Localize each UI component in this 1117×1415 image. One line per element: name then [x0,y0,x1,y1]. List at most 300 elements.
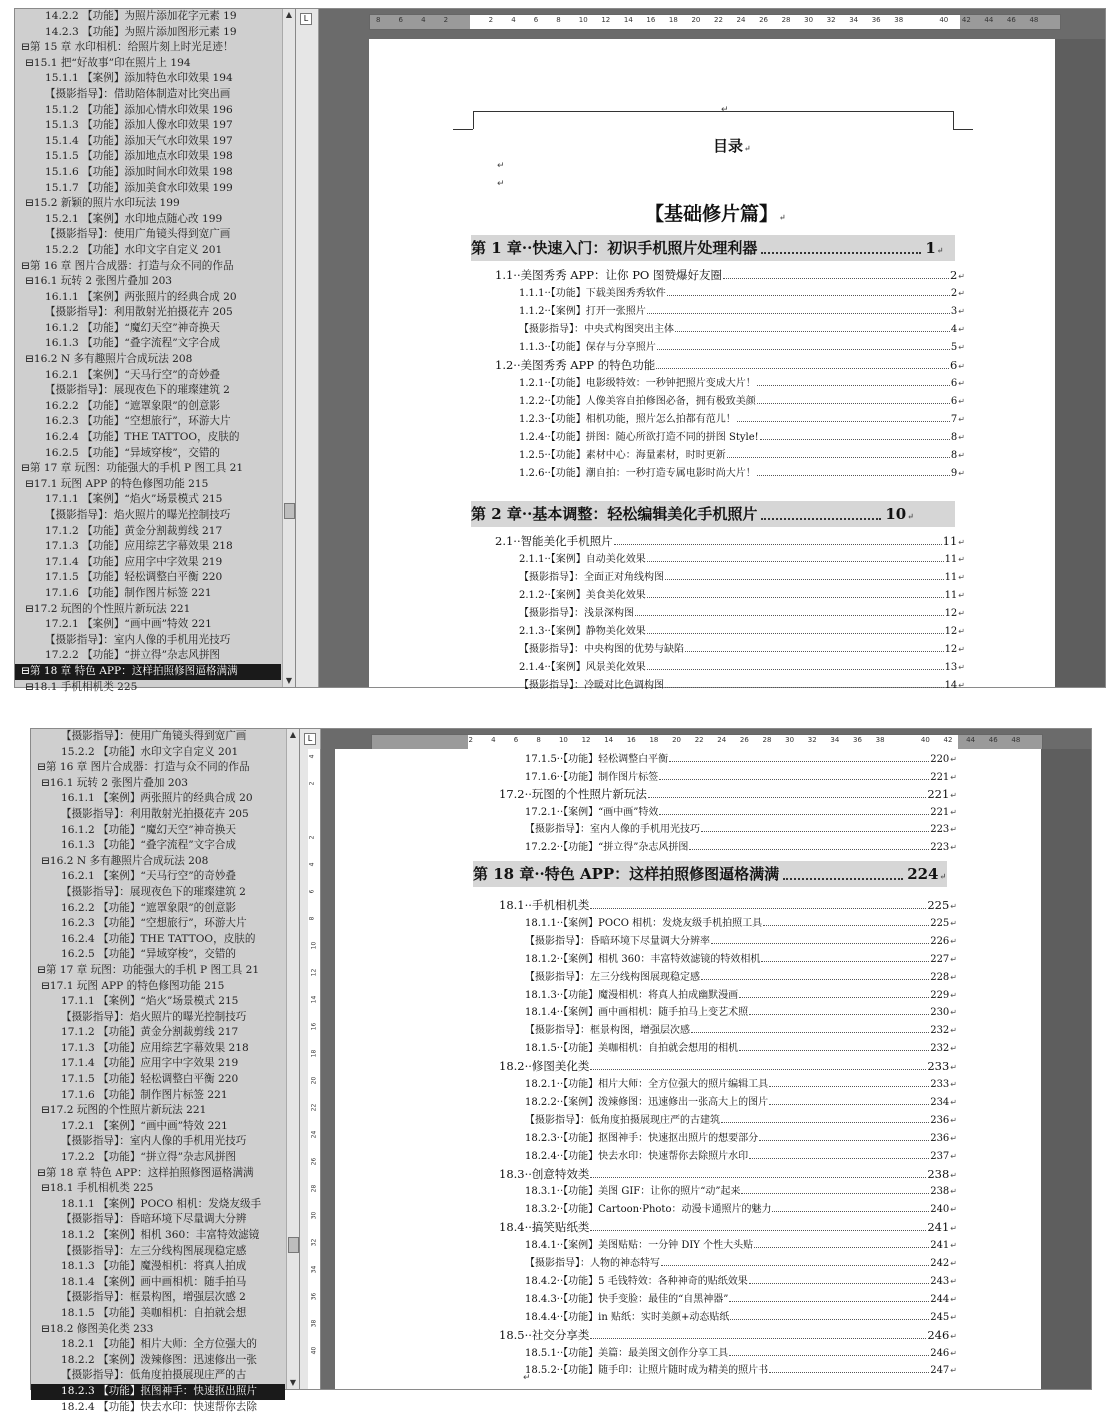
toc-entry-title: 1.2.1··【功能】电影级特效：一秒钟把照片变成大片！ [519,378,756,389]
nav-heading-item[interactable]: 16.2.2 【功能】“遮罩象限”的创意影 [61,901,237,914]
toc-entry-title: 1.1.1··【功能】下载美图秀秀软件 [519,288,666,299]
nav-heading-item[interactable]: 18.2.3 【功能】抠图神手：快速抠出照片 [31,1384,285,1400]
paragraph-mark: ↵ [950,1008,957,1018]
toc-entry-title: 18.2··修图美化类 [499,1059,590,1074]
toc-entry[interactable] [499,1219,957,1235]
toc-entry[interactable] [525,821,957,837]
nav-heading-item[interactable]: 16.2.3 【功能】“空想旅行”，环游大片 [61,917,247,930]
nav-heading-item[interactable]: 16.2.1 【案例】“天马行空”的奇妙叠 [61,870,237,883]
nav-heading-item[interactable]: 18.2.2 【案例】泼辣修图：迅速修出一张 [61,1353,257,1366]
toc-page-number: 240 [930,1204,950,1216]
dot-leader [590,898,926,909]
ruler-tick-label: 8 [536,736,541,744]
vertical-ruler-tick-label: 8 [308,916,316,921]
scroll-thumb[interactable] [288,1237,299,1253]
dot-leader [749,1273,929,1284]
toc-entry[interactable] [519,551,965,567]
toc-entry-title: 18.2.2··【案例】泼辣修图：迅速修出一张高大上的图片 [525,1096,769,1108]
nav-heading-item[interactable]: 15.2.2 【功能】水印文字自定义 201 [45,243,223,256]
paragraph-mark: ↵ [950,1151,957,1161]
nav-heading-item[interactable]: 17.1.3 【功能】应用综艺字幕效果 218 [61,1041,249,1054]
paragraph-mark: ↵ [950,1044,957,1054]
ruler-tick-label: 26 [759,16,768,24]
heading-tree[interactable] [31,729,285,1415]
nav-heading-item[interactable]: ⊟第 16 章 图片合成器：打造与众不同的作品 [37,761,250,774]
nav-heading-item[interactable]: ⊟16.1 玩转 2 张图片叠加 203 [41,776,189,789]
toc-entry[interactable] [525,1004,957,1020]
nav-heading-item[interactable]: 16.1.1 【案例】两张照片的经典合成 20 [61,792,253,805]
vertical-ruler-tick-label: 36 [310,1292,318,1301]
dot-leader [665,677,944,688]
toc-entry[interactable] [495,357,965,373]
toc-entry-title: 1.2.2··【功能】人像美容自拍修图必备，拥有极致美颜 [519,396,756,407]
toc-entry-title: 【摄影指导】：全面正对角线构图 [519,572,664,583]
nav-heading-item[interactable]: 【摄影指导】：框景构图，增强层次感 2 [61,1291,246,1304]
toc-entry-title: 18.1··手机相机类 [499,898,590,912]
toc-entry[interactable] [525,987,957,1003]
nav-scrollbar[interactable] [282,9,295,687]
nav-heading-item[interactable]: 15.1.5 【功能】添加地点水印效果 198 [45,150,233,163]
nav-heading-item[interactable]: 15.1.6 【功能】添加时间水印效果 198 [45,165,233,178]
dot-leader [739,987,929,998]
nav-heading-item[interactable]: 16.2.5 【功能】“异域穿梭”，交错的 [61,948,237,961]
horizontal-ruler[interactable] [371,734,1043,750]
ruler-tick-label: 46 [1006,16,1016,24]
nav-heading-item[interactable]: ⊟第 18 章 特色 APP：这样拍照修图逼格满满 [37,1166,254,1179]
nav-heading-item[interactable]: 【摄影指导】：室内人像的手机用光技巧 [61,1135,247,1148]
paragraph-mark: ↵ [950,1115,957,1125]
toc-entry[interactable] [519,623,965,639]
toc-entry[interactable] [519,659,965,675]
paragraph-mark: ↵ [958,627,965,636]
dot-leader [730,1309,929,1320]
toc-entry[interactable] [519,411,965,427]
scroll-thumb[interactable] [284,503,295,519]
ruler-tick-label: 22 [714,16,723,24]
vertical-ruler-tick-label: 4 [308,754,316,759]
ruler-tick-label: 34 [849,16,859,24]
nav-heading-item[interactable]: 16.1.2 【功能】“魔幻天空”神奇换天 [61,823,237,836]
toc-entry-title: 18.5··社交分享类 [499,1327,590,1342]
toc-entry[interactable] [525,839,957,855]
nav-heading-item[interactable]: 【摄影指导】：利用散射光拍摄花卉 205 [61,807,249,820]
toc-entry[interactable] [525,969,957,985]
nav-heading-item[interactable]: 17.1.3 【功能】应用综艺字幕效果 218 [45,540,233,553]
nav-heading-item[interactable]: 16.1.2 【功能】“魔幻天空”神奇换天 [45,321,221,334]
ruler-tick-label: 4 [421,16,426,24]
nav-heading-item[interactable]: 【摄影指导】：展现夜色下的璀璨建筑 2 [45,384,230,397]
toc-entry[interactable] [525,1183,957,1199]
paragraph-mark: ↵ [950,1205,957,1215]
ruler-tick-label: 10 [558,736,568,744]
toc-page-number: 8 [950,450,958,461]
toc-entry[interactable] [525,915,957,931]
toc-entry[interactable] [519,447,965,463]
ruler-tick-label: 44 [966,736,976,744]
toc-entry[interactable] [525,1148,957,1164]
paragraph-mark: ↵ [950,990,957,1000]
nav-heading-item[interactable]: 16.1.1 【案例】两张照片的经典合成 20 [45,290,237,303]
toc-page-number: 237 [930,1150,950,1162]
toc-page-number: 230 [930,1007,950,1019]
nav-scrollbar[interactable] [286,729,299,1389]
toc-page-number: 227 [930,953,950,965]
nav-heading-item[interactable]: 15.1.1 【案例】添加特色水印效果 194 [45,72,233,85]
scroll-down-arrow-icon[interactable]: ▼ [289,1378,297,1387]
dot-leader [665,569,944,580]
nav-heading-item[interactable]: 【摄影指导】：焰火照片的曝光控制技巧 [45,509,231,521]
toc-entry[interactable] [499,1058,957,1074]
paragraph-mark: ↵ [950,1312,957,1322]
nav-heading-item[interactable]: 17.1.6 【功能】制作图片标签 221 [61,1088,228,1101]
paragraph-mark: ↵ [958,645,965,654]
nav-heading-item[interactable]: 17.2.2 【功能】“拼立得”杂志风拼图 [61,1151,237,1164]
toc-entry[interactable] [525,804,957,820]
toc-page-number: 6 [950,378,958,389]
dot-leader [723,268,949,279]
header-edge-right [953,111,954,129]
toc-entry[interactable] [519,569,965,585]
toc-entry[interactable] [525,1291,957,1307]
toc-entry[interactable] [519,303,965,319]
nav-heading-item[interactable]: ⊟17.2 玩图的个性照片新玩法 221 [25,602,191,615]
toc-entry[interactable] [519,339,965,355]
paragraph-mark: ↵ [950,1170,957,1180]
dot-leader [648,787,926,798]
toc-entry[interactable] [525,1201,957,1217]
toc-entry[interactable] [519,605,965,621]
paragraph-mark: ↵ [958,555,965,564]
toc-page-number: 221 [927,787,950,802]
toc-entry[interactable] [495,533,965,549]
dot-leader [659,804,929,815]
nav-heading-item[interactable]: 17.1.2 【功能】黄金分割裁剪线 217 [45,524,223,537]
scroll-down-arrow-icon[interactable]: ▼ [285,676,293,685]
nav-heading-item[interactable]: 【摄影指导】：使用广角镜头得到宽广画 [45,228,231,241]
vertical-ruler-tick-label: 16 [310,1022,318,1031]
nav-heading-item[interactable]: ⊟18.1 手机相机类 225 [25,680,138,693]
toc-entry-title: 18.4.3··【功能】快手变脸：最佳的“自黑神器” [525,1293,729,1305]
paragraph-mark: ↵ [950,1063,957,1073]
nav-heading-item[interactable]: ⊟17.2 玩图的个性照片新玩法 221 [41,1104,207,1117]
nav-heading-item[interactable]: 17.1.1 【案例】“焰火”场景模式 215 [61,995,239,1008]
chapter-2-entry[interactable]: 第 2 章··基本调整：轻松编辑美化手机照片 10↵ [471,501,955,527]
toc-entry-title: 18.5.2··【功能】随手印：让照片随时成为精美的照片书 [525,1365,769,1377]
nav-heading-item[interactable]: 16.2.4 【功能】THE TATTOO，皮肤的 [61,932,256,945]
toc-page-number: 241 [930,1240,950,1252]
vertical-ruler-tick-label: 20 [310,1076,318,1085]
nav-heading-item[interactable]: 18.1.1 【案例】POCO 相机：发烧友级手 [61,1197,262,1210]
tab-stop-selector[interactable]: L [300,13,312,25]
toc-entry[interactable] [495,267,965,283]
header-corner-left [453,129,473,130]
toc-entry[interactable] [525,1130,957,1146]
toc-entry[interactable] [519,429,965,445]
scroll-up-arrow-icon[interactable]: ▲ [289,730,297,739]
nav-heading-item[interactable]: 18.1.4 【案例】画中画相机：随手拍马 [61,1275,247,1288]
toc-entry[interactable] [499,786,957,802]
vertical-ruler[interactable] [308,749,321,1389]
part-heading: 【基础修片篇】↵ [645,203,786,225]
paragraph-mark: ↵ [950,1294,957,1304]
toc-page-number: 232 [930,1025,950,1037]
vertical-ruler-tick-label: 10 [310,941,318,950]
ruler-tick-label: 32 [826,16,836,24]
toc-entry[interactable] [525,1345,957,1361]
nav-heading-item[interactable]: ⊟16.2 N 多有趣照片合成玩法 208 [41,854,209,867]
toc-entry[interactable] [499,1166,957,1182]
nav-heading-item[interactable]: 18.1.2 【案例】相机 360：丰富特效滤镜 [61,1229,260,1241]
toc-entry[interactable] [519,587,965,603]
header-corner-right [953,129,973,130]
dot-leader [769,1094,929,1105]
nav-heading-item[interactable]: ⊟15.2 新颖的照片水印玩法 199 [25,197,180,210]
nav-heading-item[interactable]: 【摄影指导】：借助陪体制造对比突出画 [45,87,231,100]
horizontal-ruler[interactable] [369,14,1061,30]
chapter-18-entry[interactable]: 第 18 章··特色 APP：这样拍照修图逼格满满 224↵ [473,861,947,887]
nav-heading-item[interactable]: ⊟18.1 手机相机类 225 [41,1182,154,1195]
toc-entry[interactable] [525,1094,957,1110]
vertical-ruler-tick-label: 4 [308,862,316,867]
toc-entry[interactable] [525,933,957,949]
ruler-tick-label: 42 [961,16,971,24]
paragraph-mark: ↵ [958,433,965,442]
paragraph-mark: ↵ [950,1080,957,1089]
toc-page-number: 244 [930,1293,950,1305]
paragraph-mark: ↵ [950,936,957,946]
nav-heading-item[interactable]: ⊟第 15 章 水印相机：给照片刻上时光足迹！ [21,41,234,54]
dot-leader [757,375,950,386]
toc-entry[interactable] [519,375,965,391]
nav-heading-item[interactable]: 【摄影指导】：低角度拍摄展现庄严的古 [61,1369,247,1382]
nav-heading-item[interactable]: ⊟17.1 玩图 APP 的特色修图功能 215 [41,979,225,992]
toc-entry[interactable] [499,897,957,913]
paragraph-mark: ↵ [950,825,957,835]
toc-entry[interactable] [499,1327,957,1343]
nav-heading-item[interactable]: 【摄影指导】：昏暗环境下尽量调大分辨 [61,1213,247,1226]
document-page[interactable] [369,39,1055,691]
toc-entry-title: 2.1.1··【案例】自动美化效果 [519,554,646,565]
toc-entry[interactable] [519,465,965,481]
toc-page-number: 11 [944,554,958,565]
toc-entry[interactable] [519,321,965,337]
toc-page-number: 2 [949,268,958,282]
header-line [473,111,953,112]
nav-heading-item[interactable]: 17.1.4 【功能】应用字中字效果 219 [45,555,223,568]
toc-page-number: 11 [942,534,958,548]
nav-heading-item[interactable]: ⊟第 18 章 特色 APP：这样拍照修图逼格满满 [15,664,281,680]
toc-entry-title: 18.1.4··【案例】画中画相机：随手拍马上变艺术照 [525,1007,749,1019]
toc-entry-title: 【摄影指导】：左三分线构图展现稳定感 [525,971,700,983]
scroll-up-arrow-icon[interactable]: ▲ [285,10,293,19]
toc-entry-title: 17.2··玩图的个性照片新玩法 [499,787,647,802]
nav-heading-item[interactable]: 18.2.4 【功能】快去水印：快速帮你去除 [61,1400,257,1413]
ruler-tick-label: 48 [1011,736,1021,744]
vertical-ruler-tick-label: 40 [310,1346,318,1355]
nav-heading-item[interactable]: 15.1.2 【功能】添加心情水印效果 196 [45,103,233,116]
dot-leader [754,1237,929,1248]
nav-heading-item[interactable]: ⊟第 17 章 玩图：功能强大的手机 P 图工具 21 [37,963,260,976]
nav-heading-item[interactable]: 17.2.1 【案例】“画中画”特效 221 [45,618,212,631]
toc-page-number: 12 [944,608,958,619]
paragraph-mark: ↵ [958,609,965,618]
navigation-pane[interactable] [15,9,296,693]
toc-page-number: 220 [930,754,950,765]
toc-entry-title: 18.4··搞笑贴纸类 [499,1220,590,1235]
document-page[interactable] [335,749,1041,1389]
ruler-tick-label: 2 [488,16,494,24]
nav-heading-item[interactable]: 18.1.3 【功能】魔漫相机：将真人拍成 [61,1260,247,1273]
toc-entry[interactable] [525,769,957,785]
toc-entry[interactable] [519,677,965,693]
toc-entry-title: 2.1··智能美化手机照片 [495,534,613,548]
toc-entry-title: 【摄影指导】：中央式构图突出主体 [519,324,674,335]
nav-heading-item[interactable]: 17.1.5 【功能】轻松调整白平衡 220 [61,1073,239,1086]
dot-leader [689,839,929,850]
toc-entry-title: 18.4.2··【功能】5 毛钱特效：各种神奇的贴纸效果 [525,1275,748,1287]
toc-entry-title: 1.2··美图秀秀 APP 的特色功能 [495,358,656,372]
nav-heading-item[interactable]: 15.1.3 【功能】添加人像水印效果 197 [45,119,233,132]
toc-entry-title: 18.3.2··【功能】Cartoon·Photo：动漫卡通照片的魅力 [525,1204,772,1216]
screenshot-top [14,8,1106,693]
nav-heading-item[interactable]: 17.1.4 【功能】应用字中字效果 219 [61,1057,239,1070]
nav-heading-item[interactable]: 16.2.1 【案例】“天马行空”的奇妙叠 [45,368,221,381]
nav-heading-item[interactable]: 17.2.2 【功能】“拼立得”杂志风拼图 [45,649,221,662]
nav-heading-item[interactable]: 16.1.3 【功能】“叠字流程”文字合成 [61,839,237,852]
dot-leader [757,393,950,404]
ruler-tick-label: 10 [578,16,588,24]
nav-heading-item[interactable]: 14.2.3 【功能】为照片添加图形元素 19 [45,25,237,38]
toc-entry[interactable] [519,393,965,409]
toc-entry[interactable] [519,285,965,301]
nav-heading-item[interactable]: 14.2.2 【功能】为照片添加花字元素 19 [45,10,237,22]
nav-heading-item[interactable]: ⊟16.2 N 多有趣照片合成玩法 208 [25,353,193,366]
dot-leader [647,623,944,634]
vertical-ruler-tick-label: 32 [310,1238,318,1247]
nav-heading-item[interactable]: 18.2.1 【功能】相片大师：全方位强大的 [61,1338,257,1351]
dot-leader [647,587,944,598]
ruler-tick-label: 48 [1029,16,1039,24]
nav-heading-item[interactable]: 【摄影指导】：利用散射光拍摄花卉 205 [45,306,233,319]
nav-heading-item[interactable]: ⊟17.1 玩图 APP 的特色修图功能 215 [25,477,209,490]
toc-page-number: 6 [950,396,958,407]
ruler-tick-label: 6 [533,16,539,24]
paragraph-mark: ↵ [950,772,957,782]
toc-entry[interactable] [525,951,957,967]
nav-heading-item[interactable]: ⊟第 17 章 玩图：功能强大的手机 P 图工具 21 [21,462,244,475]
nav-heading-item[interactable]: 15.2.1 【案例】水印地点随心改 199 [45,212,223,225]
toc-entry-title: 1.1.2··【案例】打开一张照片 [519,306,646,317]
nav-heading-item[interactable]: ⊟16.1 玩转 2 张图片叠加 203 [25,275,173,288]
nav-heading-item[interactable]: 17.2.1 【案例】“画中画”特效 221 [61,1119,228,1132]
toc-entry-title: 18.2.1··【功能】相片大师：全方位强大的照片编辑工具 [525,1079,769,1090]
paragraph-mark: ↵ [958,573,965,582]
nav-heading-item[interactable]: 18.1.5 【功能】美咖相机：自拍就会想 [61,1306,247,1319]
paragraph-mark: ↵ [958,415,965,424]
ruler-tick-label: 8 [376,16,381,24]
toc-entry[interactable] [525,1255,957,1271]
nav-heading-item[interactable]: ⊟18.2 修图美化类 233 [41,1322,154,1335]
toc-entry[interactable] [525,1112,957,1128]
ruler-tick-label: 2 [443,16,449,24]
nav-heading-item[interactable]: 15.1.7 【功能】添加美食水印效果 199 [45,181,233,194]
toc-entry[interactable] [525,1273,957,1289]
ruler-tick-label: 34 [830,736,840,744]
toc-entry[interactable] [525,1076,957,1092]
nav-heading-item[interactable]: 17.1.5 【功能】轻松调整白平衡 220 [45,571,223,584]
nav-heading-item[interactable]: 【摄影指导】：室内人像的手机用光技巧 [45,633,231,646]
toc-entry[interactable] [525,1362,957,1378]
ruler-tick-label: 36 [853,736,862,744]
paragraph-mark: ↵ [958,663,965,672]
nav-heading-item[interactable]: 【摄影指导】：焰火照片的曝光控制技巧 [61,1010,247,1023]
paragraph-mark: ↵ [950,902,957,911]
nav-heading-item[interactable]: 17.1.2 【功能】黄金分割裁剪线 217 [61,1026,239,1039]
nav-heading-item[interactable]: 16.2.2 【功能】“遮罩象限”的创意影 [45,399,221,412]
nav-heading-item[interactable]: 17.1.1 【案例】“焰火”场景模式 215 [45,493,223,506]
nav-heading-item[interactable]: 【摄影指导】：展现夜色下的璀璨建筑 2 [61,885,246,898]
tab-stop-selector[interactable]: L [304,733,316,745]
ruler-tick-label: 20 [691,16,701,24]
toc-page-number: 236 [930,1114,950,1126]
paragraph-mark: ↵ [958,379,965,388]
toc-entry[interactable] [519,641,965,657]
nav-heading-item[interactable]: 16.2.5 【功能】“异域穿梭”，交错的 [45,446,221,459]
toc-entry[interactable] [525,1237,957,1253]
ruler-tick-label: 30 [785,736,795,744]
nav-heading-item[interactable]: 17.1.6 【功能】制作图片标签 221 [45,586,212,599]
toc-entry-title: 【摄影指导】：人物的神态特写 [525,1258,660,1269]
nav-heading-item[interactable]: 16.2.3 【功能】“空想旅行”，环游大片 [45,415,231,428]
dot-leader [669,751,929,762]
toc-entry-title: 17.2.1··【案例】“画中画”特效 [525,806,659,818]
toc-entry-title: 18.1.1··【案例】POCO 相机：发烧友级手机拍照工具 [525,917,763,929]
nav-heading-item[interactable]: 15.2.2 【功能】水印文字自定义 201 [61,745,239,758]
toc-page-number: 8 [950,432,958,443]
ruler-tick-label: 22 [694,736,704,744]
dot-leader [761,951,929,962]
heading-tree[interactable] [15,9,281,695]
nav-heading-item[interactable]: ⊟第 16 章 图片合成器：打造与众不同的作品 [21,259,234,272]
nav-heading-item[interactable]: 【摄影指导】：左三分线构图展现稳定感 [61,1244,247,1257]
chapter-1-entry[interactable]: 第 1 章··快速入门：初识手机照片处理利器 1↵ [471,235,955,261]
toc-entry[interactable] [525,1309,957,1325]
ruler-tick-label: 2 [468,736,473,744]
toc-entry[interactable] [525,751,957,767]
nav-heading-item[interactable]: ⊟15.1 把“好故事”印在照片上 194 [25,56,191,69]
vertical-ruler-tick-label: 26 [310,1157,318,1166]
toc-entry-title: 18.5.1··【功能】美篇：最美图文创作分享工具 [525,1347,729,1359]
nav-heading-item[interactable]: 【摄影指导】：使用广角镜头得到宽广画 [61,730,247,742]
navigation-pane[interactable] [31,729,300,1413]
ruler-tick-label: 46 [988,736,998,744]
toc-page-number: 229 [930,989,950,1001]
nav-heading-item[interactable]: 15.1.4 【功能】添加天气水印效果 197 [45,134,233,147]
toc-entry[interactable] [525,1040,957,1056]
ruler-tick-label: 24 [736,16,746,24]
nav-heading-item[interactable]: 16.1.3 【功能】“叠字流程”文字合成 [45,337,221,350]
dot-leader [701,821,929,832]
ruler-tick-label: 28 [762,736,772,744]
header-edge-left [473,111,474,129]
dot-leader [691,1022,929,1033]
toc-entry-title: 2.1.3··【案例】静物美化效果 [519,626,646,637]
ruler-tick-label: 16 [626,736,636,744]
toc-entry-title: 18.4.1··【案例】美图贴贴：一分钟 DIY 个性大头贴 [525,1240,754,1252]
toc-entry-title: 17.1.6··【功能】制作图片标签 [525,771,659,783]
toc-entry[interactable] [525,1022,957,1038]
nav-heading-item[interactable]: 16.2.4 【功能】THE TATTOO，皮肤的 [45,431,240,444]
